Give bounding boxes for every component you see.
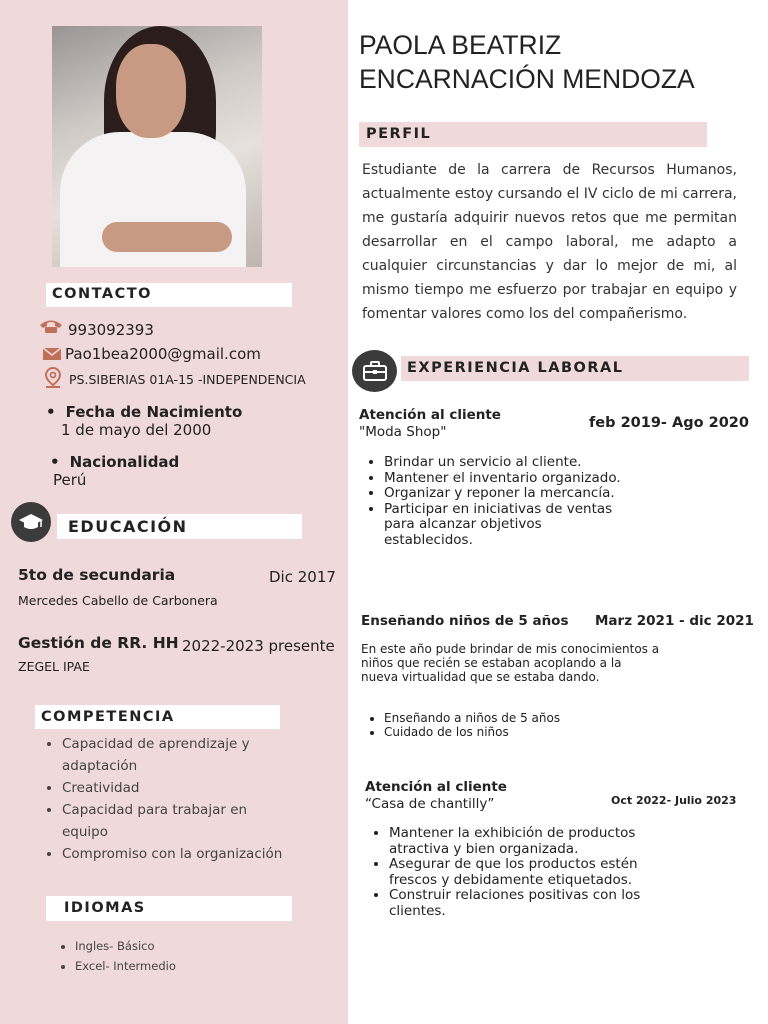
phone-icon: [38, 318, 64, 334]
contact-email: Pao1bea2000@gmail.com: [65, 345, 261, 363]
list-item: • Capacidad de aprendizaje y adaptación: [62, 733, 292, 777]
edu-degree: Gestión de RR. HH: [18, 634, 179, 652]
job-role: Enseñando niños de 5 años: [361, 613, 569, 629]
experience-title-box: [401, 356, 749, 381]
name-line-2: ENCARNACIÓN MENDOZA: [359, 64, 695, 94]
job-tasks: [367, 826, 689, 919]
location-icon: [44, 367, 62, 389]
edu-degree: 5to de secundaria: [18, 566, 176, 584]
photo-face: [116, 44, 186, 138]
edu-school: ZEGEL IPAE: [18, 659, 90, 674]
list-item: • Mantener la exhibición de productos atractiva y bien organizada.: [389, 826, 689, 857]
skills-list: [40, 733, 292, 865]
nationality-label-row: • Nacionalidad: [50, 453, 180, 471]
profile-text: Estudiante de la carrera de Recursos Humanos, actualmente estoy cursando el IV ciclo de mi carrera, me gustaría adquirir nuevos retos que me permitan desarrollar en el campo laboral, me adapto a cualquier circunstancias y dar lo mejor de mi, al mismo tiempo me esfuerzo por trabajar en equipo y fomentar valores como los del compañerismo.: [362, 162, 737, 322]
briefcase-icon: [352, 350, 397, 392]
job-company: "Moda Shop": [359, 424, 447, 440]
nationality-value: Perú: [53, 471, 87, 489]
list-item: • Organizar y reponer la mercancía.: [384, 486, 624, 502]
list-item: • Compromiso con la organización: [62, 843, 292, 865]
graduation-cap-icon: [11, 502, 51, 542]
nationality-label: Nacionalidad: [69, 453, 180, 471]
edu-date: Dic 2017: [269, 568, 336, 586]
languages-list: [53, 936, 176, 976]
experience-title: EXPERIENCIA LABORAL: [407, 360, 624, 376]
list-item: • Participar en iniciativas de ventas para alcanzar objetivos establecidos.: [384, 502, 624, 549]
education-title: EDUCACIÓN: [68, 517, 188, 536]
contact-address: PS.SIBERIAS 01A-15 -INDEPENDENCIA: [69, 372, 306, 387]
edu-school: Mercedes Cabello de Carbonera: [18, 593, 218, 608]
edu-date: 2022-2023 presente: [182, 637, 335, 655]
email-icon: [43, 348, 61, 360]
languages-title: IDIOMAS: [64, 900, 146, 916]
skills-title: COMPETENCIA: [41, 709, 175, 725]
job-date: Oct 2022- Julio 2023: [611, 794, 737, 807]
profile-photo: [52, 26, 262, 267]
contact-phone: 993092393: [68, 321, 154, 339]
job-date: feb 2019- Ago 2020: [589, 415, 749, 431]
job-tasks: [362, 455, 624, 548]
list-item: • Construir relaciones positivas con los clientes.: [389, 888, 689, 919]
job-role: Atención al cliente: [359, 407, 501, 423]
job-date: Marz 2021 - dic 2021: [595, 613, 754, 629]
birth-value: 1 de mayo del 2000: [61, 421, 212, 439]
full-name: [359, 28, 695, 96]
list-item: • Capacidad para trabajar en equipo: [62, 799, 292, 843]
list-item: • Mantener el inventario organizado.: [384, 471, 624, 487]
list-item: • Creatividad: [62, 777, 292, 799]
list-item: • Cuidado de los niños: [384, 725, 560, 739]
birth-label: Fecha de Nacimiento: [65, 403, 243, 421]
list-item: • Brindar un servicio al cliente.: [384, 455, 624, 471]
list-item: • Asegurar de que los productos estén frescos y debidamente etiquetados.: [389, 857, 689, 888]
contact-title-box: [46, 283, 292, 307]
profile-title: PERFIL: [366, 126, 432, 142]
languages-title-box: [46, 896, 292, 921]
contact-title: CONTACTO: [52, 286, 152, 302]
list-item: • Excel- Intermedio: [75, 956, 176, 976]
profile-title-box: [359, 122, 707, 147]
photo-arm: [102, 222, 232, 252]
name-line-1: PAOLA BEATRIZ: [359, 30, 562, 60]
job-company: “Casa de chantilly”: [365, 796, 495, 812]
job-description: En este año pude brindar de mis conocimientos a niños que recién se estaban acoplando a la nueva virtualidad que se estaba dando.: [361, 642, 660, 684]
list-item: • Ingles- Básico: [75, 936, 176, 956]
job-role: Atención al cliente: [365, 779, 507, 795]
list-item: • Enseñando a niños de 5 años: [384, 711, 560, 725]
education-title-box: [57, 514, 302, 539]
skills-title-box: [35, 705, 280, 729]
birth-label-row: • Fecha de Nacimiento: [46, 403, 243, 421]
job-tasks: [362, 711, 560, 739]
